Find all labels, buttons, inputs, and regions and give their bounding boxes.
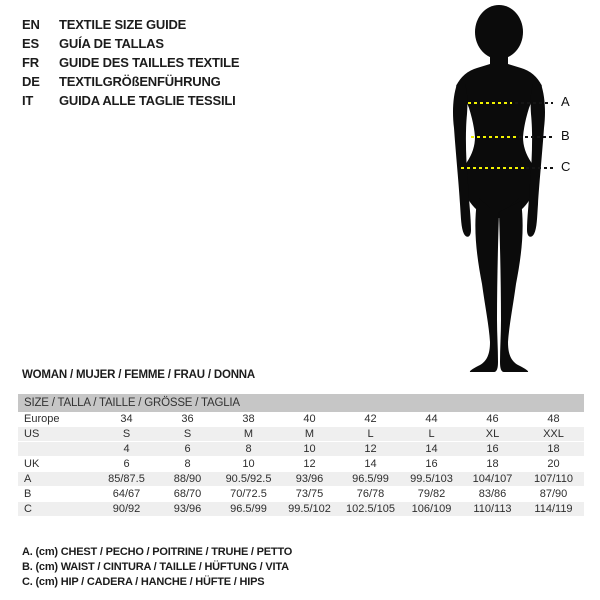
size-cell: 88/90	[173, 473, 202, 485]
size-cell: 99.5/102	[288, 503, 331, 515]
size-cell: 76/78	[356, 488, 385, 500]
size-cell: M	[304, 428, 315, 440]
row-label: C	[24, 503, 32, 515]
measure-dash-yellow-c	[461, 167, 524, 169]
size-cell: 90.5/92.5	[225, 473, 272, 485]
size-cell: 90/92	[112, 503, 141, 515]
table-row	[18, 457, 584, 472]
size-cell: 8	[184, 458, 191, 470]
size-cell: S	[183, 428, 192, 440]
section-title: WOMAN / MUJER / FEMME / FRAU / DONNA	[22, 369, 256, 381]
row-label: US	[24, 428, 40, 440]
measure-label-c: C	[561, 159, 571, 174]
size-cell: 70/72.5	[230, 488, 267, 500]
language-row	[22, 91, 239, 110]
legend-line: C. (cm) HIP / CADERA / HANCHE / HÜFTE / HIPS	[22, 576, 265, 588]
size-cell: 42	[364, 413, 377, 425]
size-cell: 16	[486, 443, 499, 455]
measure-dash-yellow-a	[468, 102, 512, 104]
row-label	[18, 442, 96, 456]
size-cell: 110/113	[473, 503, 512, 515]
silhouette-right-leg	[499, 201, 528, 372]
size-cell: L	[428, 428, 435, 440]
size-cell: 114/119	[534, 503, 573, 515]
size-cell: 104/107	[472, 473, 513, 485]
table-row	[18, 412, 584, 427]
size-table-header: SIZE / TALLA / TAILLE / GRÖSSE / TAGLIA	[18, 394, 584, 412]
size-cell: 46	[486, 413, 499, 425]
size-cell: 64/67	[112, 488, 141, 500]
size-cell: 12	[364, 443, 377, 455]
language-row	[22, 15, 239, 34]
size-cell: 106/109	[411, 503, 452, 515]
size-cell: M	[243, 428, 254, 440]
row-label: A	[24, 473, 32, 485]
language-title: GUIDA ALLE TAGLIE TESSILI	[59, 93, 236, 108]
measure-dash-yellow-b	[471, 136, 517, 138]
row-label: B	[24, 488, 32, 500]
language-title: GUIDE DES TAILLES TEXTILE	[59, 55, 240, 70]
row-label: UK	[24, 458, 40, 470]
language-code: FR	[22, 55, 39, 70]
language-code: DE	[22, 74, 40, 89]
table-row	[18, 427, 584, 442]
size-cell: 10	[242, 458, 255, 470]
size-cell: 34	[120, 413, 133, 425]
size-cell: 18	[486, 458, 499, 470]
size-cell: 12	[303, 458, 316, 470]
size-cell: 38	[242, 413, 255, 425]
language-list	[22, 15, 239, 110]
size-cell: 85/87.5	[108, 473, 145, 485]
legend-line: B. (cm) WAIST / CINTURA / TAILLE / HÜFTUNG / VITA	[22, 561, 289, 573]
size-cell: 87/90	[539, 488, 568, 500]
language-title: TEXTILGRÖßENFÜHRUNG	[59, 74, 221, 89]
size-cell: 107/110	[534, 473, 573, 485]
size-table-body	[18, 412, 584, 517]
table-row	[18, 442, 584, 457]
size-cell: 6	[184, 443, 191, 455]
size-table	[18, 394, 584, 517]
language-code: ES	[22, 36, 39, 51]
size-cell: 18	[547, 443, 560, 455]
woman-silhouette	[453, 4, 545, 372]
size-cell: 6	[123, 458, 130, 470]
language-title: TEXTILE SIZE GUIDE	[59, 17, 187, 32]
language-row	[22, 34, 239, 53]
size-cell: 20	[547, 458, 560, 470]
size-cell: 14	[364, 458, 377, 470]
size-cell: 48	[547, 413, 560, 425]
size-cell: 96.5/99	[352, 473, 389, 485]
legend-line: A. (cm) CHEST / PECHO / POITRINE / TRUHE / PETTO	[22, 546, 293, 558]
size-cell: 73/75	[295, 488, 324, 500]
size-cell: XXL	[543, 428, 564, 440]
language-row	[22, 72, 239, 91]
size-cell: 14	[425, 443, 438, 455]
language-title: GUÍA DE TALLAS	[59, 36, 164, 51]
size-cell: 102.5/105	[346, 503, 395, 515]
measure-dash-black-a	[515, 102, 553, 104]
language-code: IT	[22, 93, 34, 108]
size-cell: XL	[485, 428, 500, 440]
size-cell: 93/96	[295, 473, 324, 485]
size-cell: 8	[245, 443, 252, 455]
size-cell: 16	[425, 458, 438, 470]
size-cell: 40	[303, 413, 316, 425]
size-cell: 96.5/99	[230, 503, 267, 515]
measure-label-a: A	[561, 94, 570, 109]
table-row	[18, 472, 584, 487]
size-cell: 44	[425, 413, 438, 425]
silhouette-torso	[456, 64, 542, 218]
size-cell: 68/70	[173, 488, 202, 500]
measure-dash-black-c	[526, 167, 553, 169]
language-code: EN	[22, 17, 40, 32]
language-row	[22, 53, 239, 72]
row-label: Europe	[24, 413, 60, 425]
size-cell: S	[122, 428, 131, 440]
size-cell: 99.5/103	[410, 473, 453, 485]
size-cell: 79/82	[417, 488, 446, 500]
measure-dash-black-b	[519, 136, 553, 138]
table-row	[18, 502, 584, 517]
measurement-legend	[22, 545, 292, 590]
size-cell: L	[367, 428, 374, 440]
size-cell: 4	[123, 443, 130, 455]
table-row	[18, 487, 584, 502]
size-cell: 83/86	[478, 488, 507, 500]
silhouette-left-leg	[470, 201, 499, 372]
size-cell: 93/96	[173, 503, 202, 515]
size-cell: 36	[181, 413, 194, 425]
size-cell: 10	[303, 443, 316, 455]
measure-label-b: B	[561, 128, 570, 143]
